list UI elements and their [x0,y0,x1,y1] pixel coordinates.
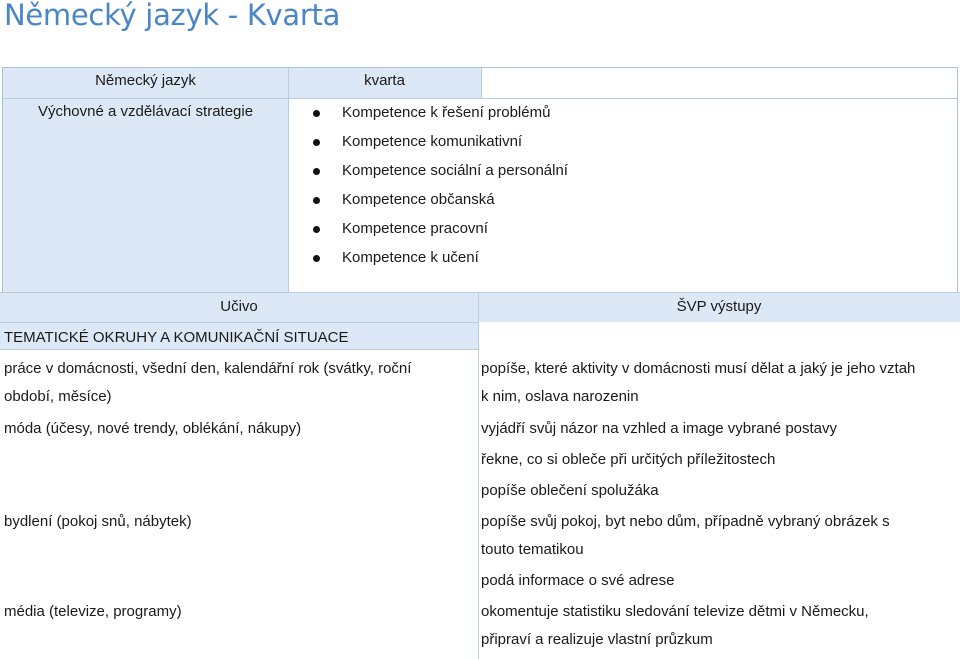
bullet-icon [313,255,320,262]
grade-name: kvarta [364,72,405,89]
competence-label: Kompetence sociální a personální [342,162,568,179]
column-header-outcomes: ŠVP výstupy [676,298,762,315]
outcome-line: řekne, co si obleče při určitých příležitostech [481,451,776,468]
list-item [313,188,568,217]
bullet-icon [313,139,320,146]
list-item [313,159,568,188]
outcome-line: popíše svůj pokoj, byt nebo dům, případně vybraný obrázek s [481,513,890,530]
outcome-line: vyjádří svůj názor na vzhled a image vybrané postavy [481,420,838,437]
subject-name: Německý jazyk [95,72,196,89]
competences-list [313,101,568,275]
bullet-icon [313,168,320,175]
column-header-ucivo: Učivo [220,298,258,315]
bullet-icon [313,226,320,233]
outcome-line: popíše, které aktivity v domácnosti musí dělat a jaký je jeho vztah [481,360,916,377]
page-title: Německý jazyk - Kvarta [4,0,341,32]
competence-label: Kompetence komunikativní [342,133,523,150]
bullet-icon [313,110,320,117]
bullet-icon [313,197,320,204]
competence-label: Kompetence pracovní [342,220,488,237]
outcome-line: touto tematikou [481,541,584,558]
competence-label: Kompetence občanská [342,191,495,208]
topic-line: bydlení (pokoj snů, nábytek) [4,513,192,530]
list-item [313,130,568,159]
outcome-line: okomentuje statistiku sledování televize dětmi v Německu, [481,603,869,620]
strategies-label-cell [3,68,288,292]
list-item [313,101,568,130]
list-item [313,246,568,275]
outcome-line: podá informace o své adrese [481,572,675,589]
outcome-line: připraví a realizuje vlastní průzkum [481,631,713,648]
topic-line: móda (účesy, nové trendy, oblékání, nákupy) [4,420,302,437]
topic-line: práce v domácnosti, všední den, kalendářní rok (svátky, roční [4,360,412,377]
competence-label: Kompetence k řešení problémů [342,104,551,121]
list-item [313,217,568,246]
themes-heading: TEMATICKÉ OKRUHY A KOMUNIKAČNÍ SITUACE [4,329,349,346]
outcome-line: popíše oblečení spolužáka [481,482,659,499]
topic-line: období, měsíce) [4,388,112,405]
topic-line: média (televize, programy) [4,603,182,620]
competence-label: Kompetence k učení [342,249,479,266]
outcome-line: k nim, oslava narozenin [481,388,639,405]
strategies-label: Výchovné a vzdělávací strategie [37,103,254,120]
